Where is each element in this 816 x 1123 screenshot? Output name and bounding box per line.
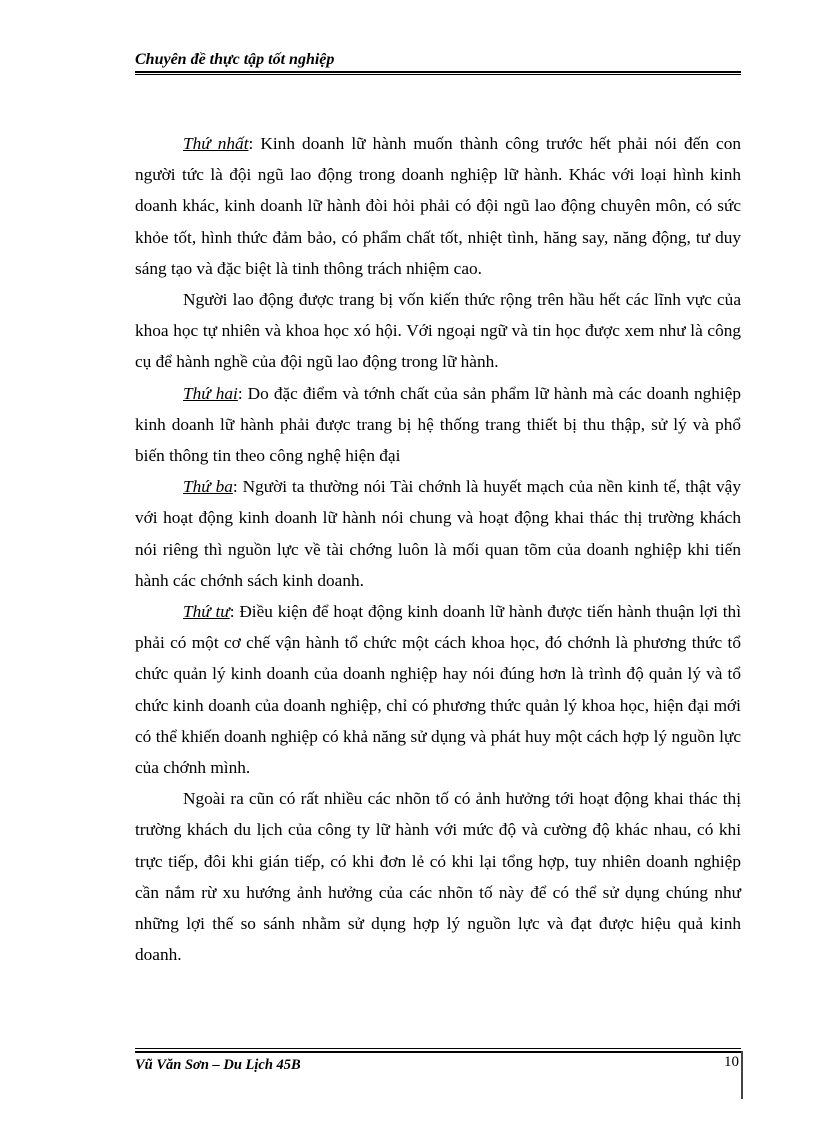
document-body — [135, 128, 741, 970]
page-header — [135, 50, 741, 70]
paragraph-6 — [135, 783, 741, 970]
footer-shadow — [741, 1051, 743, 1099]
header-title: Chuyên đề thực tập tốt nghiệp — [135, 51, 335, 68]
paragraph-2-text: Người lao động được trang bị vốn kiến thức rộng trên hầu hết các lĩnh vực của khoa học tự nhiên và khoa học xó hội. Với ngoại ngữ và tin học được xem như là công cụ để hành nghề của đội ngũ lao động trong lữ hành. — [135, 290, 741, 372]
paragraph-4 — [135, 471, 741, 596]
header-rule-thin — [135, 74, 741, 75]
paragraph-1-text: : Kinh doanh lữ hành muốn thành công trước hết phải nói đến con người tức là đội ngũ lao động trong doanh nghiệp lữ hành. Khác với loại hình kinh doanh khác, kinh doanh lữ hành đòi hỏi phải có đội ngũ lao động chuyên môn, có sức khỏe tốt, hình thức đảm bảo, có phẩm chất tốt, nhiệt tình, hăng say, năng động, tư duy sáng tạo và đặc biệt là tinh thông trách nhiệm cao. — [135, 134, 741, 278]
paragraph-5 — [135, 596, 741, 783]
footer-rule-thin — [135, 1048, 741, 1049]
page-footer — [135, 1054, 741, 1079]
footer-rule — [135, 1051, 741, 1053]
paragraph-3 — [135, 378, 741, 472]
header-rule — [135, 71, 741, 73]
paragraph-1-lead: Thứ nhất — [183, 134, 249, 153]
paragraph-2 — [135, 284, 741, 378]
footer-author: Vũ Văn Sơn – Du Lịch 45B — [135, 1057, 301, 1073]
page-number: 10 — [724, 1054, 739, 1070]
paragraph-6-text: Ngoài ra cũn có rất nhiều các nhõn tố có ảnh hưởng tới hoạt động khai thác thị trường khách du lịch của công ty lữ hành với mức độ và cường độ khác nhau, có khi trực tiếp, đôi khi gián tiếp, có khi đơn lẻ có khi lại tổng hợp, tuy nhiên doanh nghiệp cần nắm rừ xu hướng ảnh hưởng của các nhõn tố này để có thể sử dụng chúng như những lợi thế so sánh nhằm sử dụng hợp lý nguồn lực và đạt được hiệu quả kinh doanh. — [135, 789, 741, 965]
paragraph-3-text: : Do đặc điểm và tớnh chất của sản phẩm lữ hành mà các doanh nghiệp kinh doanh lữ hành phải được trang bị hệ thống trang thiết bị thu thập, sử lý và phổ biến thông tin theo công nghệ hiện đại — [135, 383, 741, 466]
paragraph-5-lead: Thứ tư — [183, 602, 230, 622]
paragraph-3-lead: Thứ hai — [183, 383, 238, 403]
paragraph-5-text: : Điều kiện để hoạt động kinh doanh lữ hành được tiến hành thuận lợi thì phải có một cơ chế vận hành tổ chức một cách khoa học, đó chớnh là phương thức tổ chức quản lý kinh doanh của doanh nghiệp hay nói đúng hơn là trình độ quản lý và tổ chức kinh doanh của doanh nghiệp, chỉ có phương thức quản lý khoa học, hiện đại mới có thể khiến doanh nghiệp có khả năng sử dụng và phát huy một cách hợp lý nguồn lực của chớnh mình. — [135, 602, 741, 778]
paragraph-4-text: : Người ta thường nói Tài chớnh là huyết mạch của nền kinh tế, thật vậy với hoạt động kinh doanh lữ hành nói chung và hoạt động khai thác thị trường khách nói riêng thì nguồn lực về tài chớng luôn là mối quan tõm của doanh nghiệp khi tiến hành các chớnh sách kinh doanh. — [135, 477, 741, 590]
paragraph-1 — [135, 128, 741, 284]
paragraph-4-lead: Thứ ba — [183, 477, 233, 497]
